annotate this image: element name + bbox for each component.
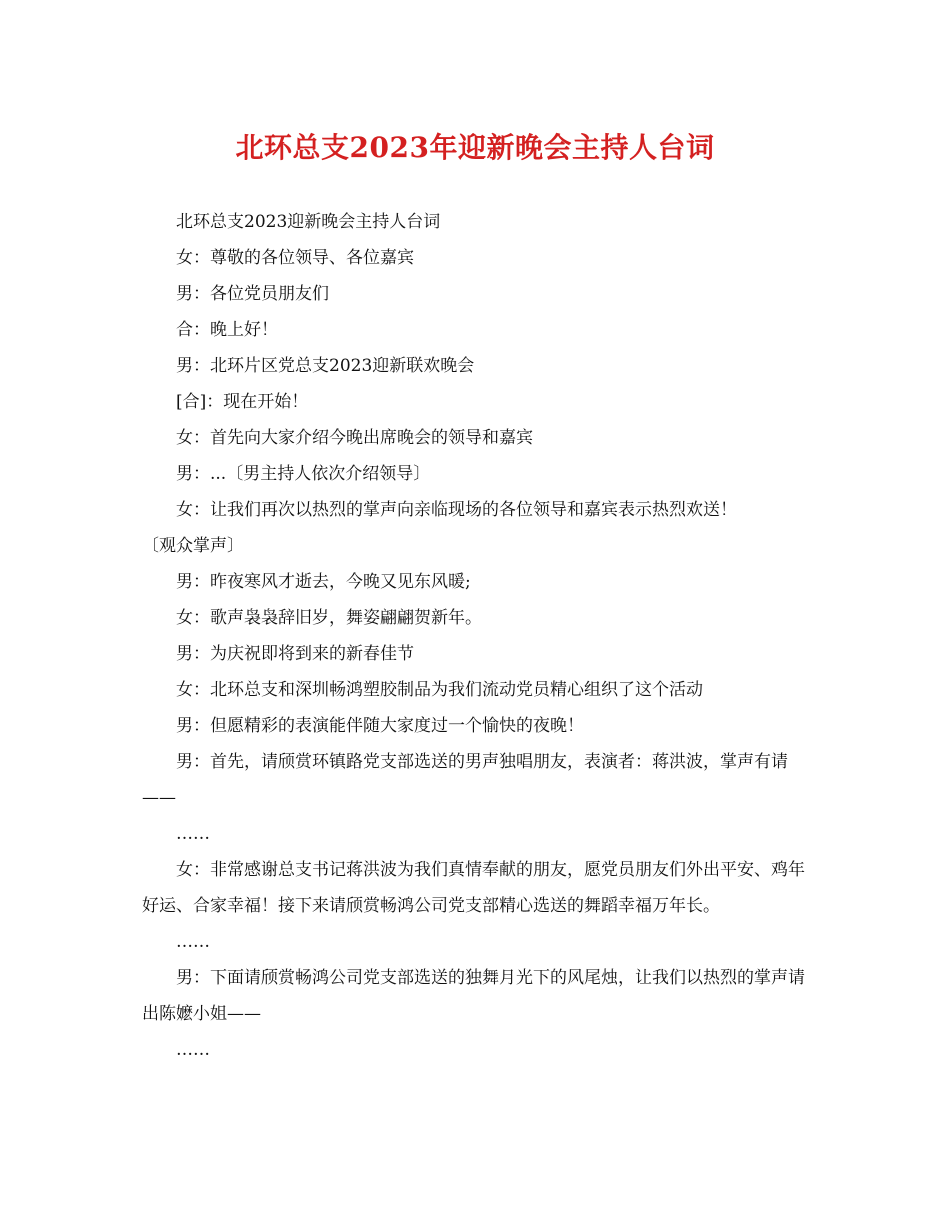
paragraph: 男：下面请颀赏畅鸿公司党支部选送的独舞月光下的风尾烛，让我们以热烈的掌声请出陈嬷小姐——	[142, 968, 805, 1024]
paragraph: 男：各位党员朋友们	[176, 284, 329, 304]
paragraph: ……	[176, 1040, 210, 1060]
paragraph: [合]：现在开始！	[176, 392, 309, 412]
paragraph: 女：歌声袅袅辞旧岁，舞姿翩翩贺新年。	[176, 608, 482, 628]
paragraph: 男：昨夜寒风才逝去，今晚又见东风暖;	[176, 572, 471, 592]
paragraph: 女：北环总支和深圳畅鸿塑胶制品为我们流动党员精心组织了这个活动	[176, 680, 703, 700]
paragraph: 〔观众掌声〕	[142, 536, 244, 556]
paragraph: 男：...〔男主持人依次介绍领导〕	[176, 464, 431, 484]
paragraph: 女：让我们再次以热烈的掌声向亲临现场的各位领导和嘉宾表示热烈欢送！	[176, 500, 737, 520]
paragraph: ……	[176, 824, 210, 844]
paragraph: 女：尊敬的各位领导、各位嘉宾	[176, 248, 414, 268]
document-title: 北环总支2023年迎新晚会主持人台词	[235, 131, 715, 164]
paragraph: 男：为庆祝即将到来的新春佳节	[176, 644, 414, 664]
paragraph: 北环总支2023迎新晚会主持人台词	[176, 212, 441, 232]
paragraph: 合：晚上好！	[176, 320, 278, 340]
paragraph: 女：首先向大家介绍今晚出席晚会的领导和嘉宾	[176, 428, 533, 448]
paragraph: 男：但愿精彩的表演能伴随大家度过一个愉快的夜晚！	[176, 716, 584, 736]
paragraph: 男：北环片区党总支2023迎新联欢晚会	[176, 356, 475, 376]
paragraph: ……	[176, 932, 210, 952]
paragraph: 男：首先，请颀赏环镇路党支部选送的男声独唱朋友，表演者：蒋洪波，掌声有请——	[142, 752, 788, 808]
document-body	[142, 204, 814, 1068]
paragraph: 女：非常感谢总支书记蒋洪波为我们真情奉献的朋友，愿党员朋友们外出平安、鸡年好运、合家幸福！接下来请颀赏畅鸿公司党支部精心选送的舞蹈幸福万年长。	[142, 860, 805, 916]
